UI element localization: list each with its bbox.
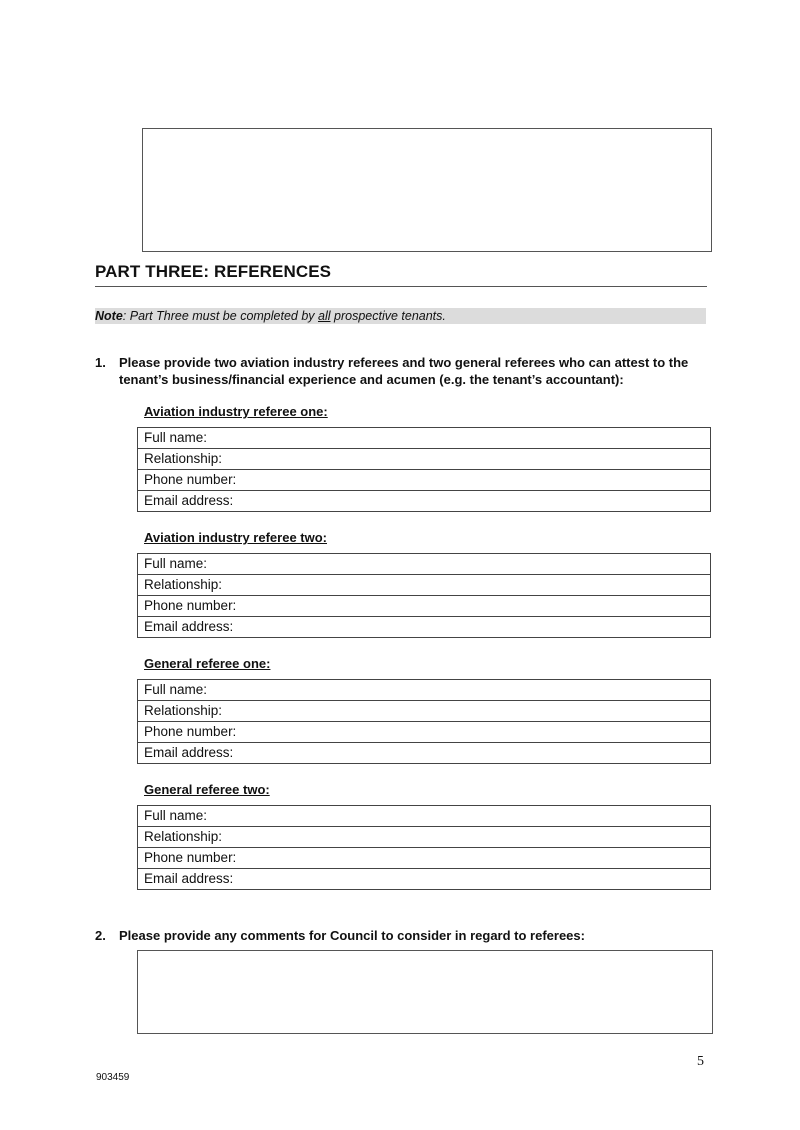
question-1-text: Please provide two aviation industry referees and two general referees who can attest to the tenant’s business/financial experience and acumen (e.g. the tenant’s accountant):: [119, 355, 689, 387]
referee-4-title: General referee two:: [144, 782, 270, 797]
referee-3-phone-field[interactable]: Phone number:: [138, 722, 711, 743]
referee-1-title: Aviation industry referee one:: [144, 404, 328, 419]
referee-3-email-field[interactable]: Email address:: [138, 743, 711, 764]
referee-2-phone-field[interactable]: Phone number:: [138, 596, 711, 617]
referee-2-table: [137, 553, 711, 638]
referee-3-full-name-field[interactable]: Full name:: [138, 680, 711, 701]
referee-4-table: [137, 805, 711, 890]
comments-input-box[interactable]: [137, 950, 713, 1034]
referee-4-phone-field[interactable]: Phone number:: [138, 848, 711, 869]
document-id: 903459: [96, 1072, 130, 1083]
referee-2-email-field[interactable]: Email address:: [138, 617, 711, 638]
referee-3-relationship-field[interactable]: Relationship:: [138, 701, 711, 722]
question-2-number: 2.: [95, 928, 106, 943]
referee-1-email-field[interactable]: Email address:: [138, 491, 711, 512]
note-bar: [95, 308, 706, 324]
referee-1-phone-field[interactable]: Phone number:: [138, 470, 711, 491]
referee-4-full-name-field[interactable]: Full name:: [138, 806, 711, 827]
note-text-before: : Part Three must be completed by: [122, 309, 319, 323]
referee-3-title: General referee one:: [144, 656, 271, 671]
referee-2-full-name-field[interactable]: Full name:: [138, 554, 711, 575]
note-label: Note: [95, 309, 123, 323]
referee-4-email-field[interactable]: Email address:: [138, 869, 711, 890]
referee-2-relationship-field[interactable]: Relationship:: [138, 575, 711, 596]
previous-answer-box[interactable]: [142, 128, 712, 252]
note-emphasis: all: [318, 309, 331, 323]
referee-3-table: [137, 679, 711, 764]
question-2-text: Please provide any comments for Council to consider in regard to referees:: [119, 928, 585, 943]
referee-1-full-name-field[interactable]: Full name:: [138, 428, 711, 449]
referee-1-table: [137, 427, 711, 512]
referee-2-title: Aviation industry referee two:: [144, 530, 327, 545]
page-number: 5: [697, 1054, 704, 1069]
note-text-after: prospective tenants.: [330, 309, 446, 323]
section-heading: PART THREE: REFERENCES: [95, 262, 707, 287]
question-1-number: 1.: [95, 355, 106, 370]
referee-4-relationship-field[interactable]: Relationship:: [138, 827, 711, 848]
referee-1-relationship-field[interactable]: Relationship:: [138, 449, 711, 470]
